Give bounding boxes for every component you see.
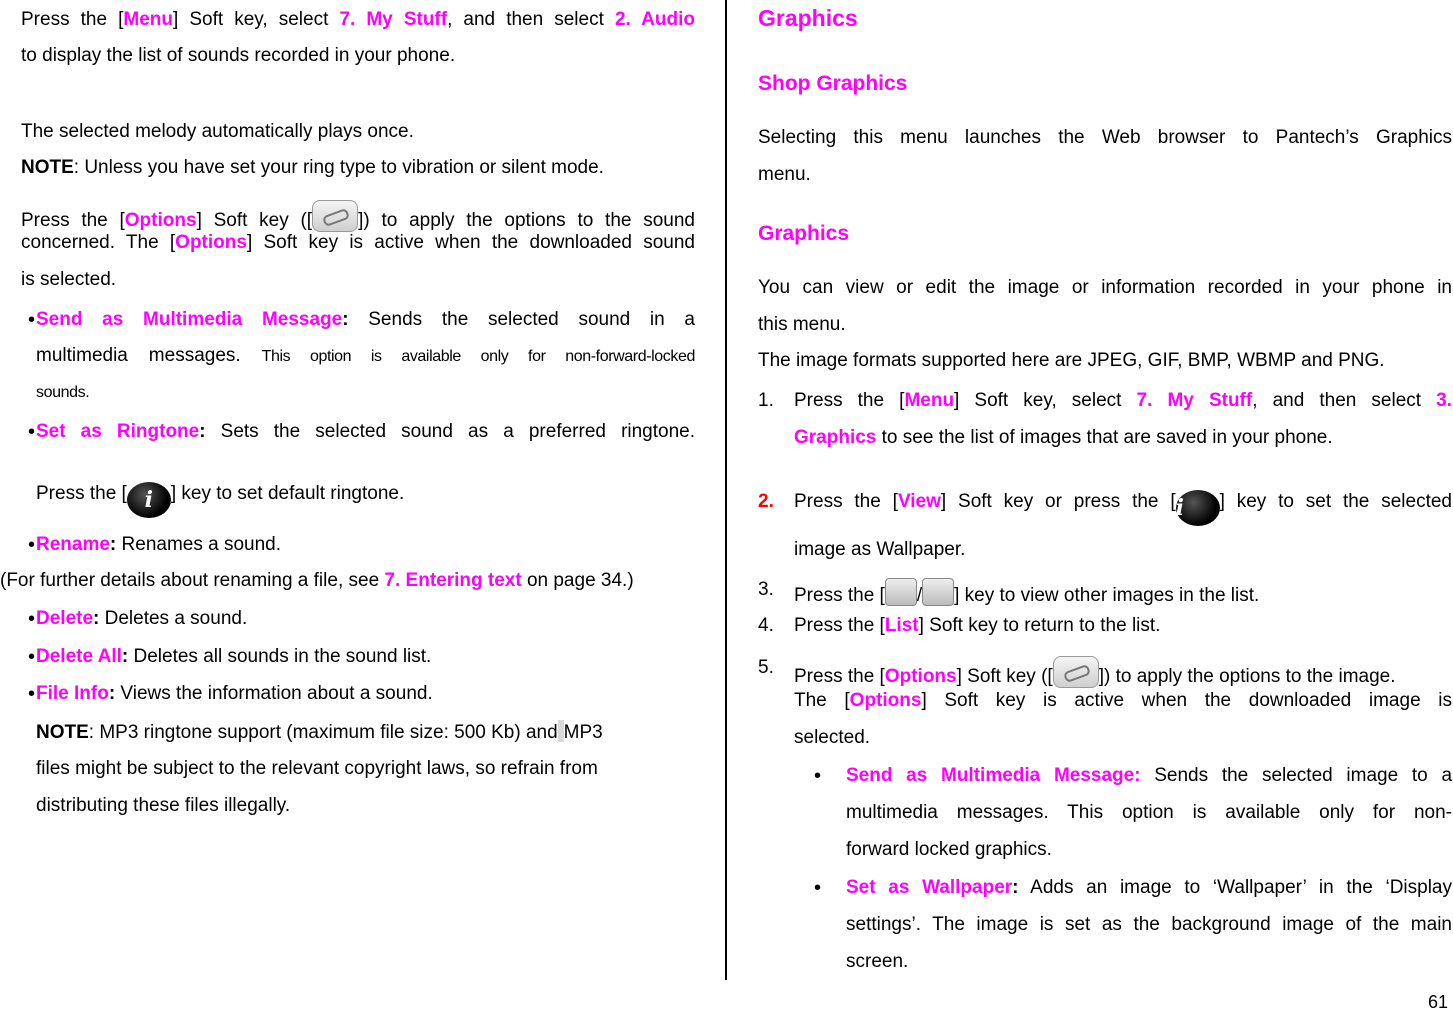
options-line2: concerned. The [Options] Soft key is active when the downloaded sound bbox=[21, 232, 695, 253]
bullet-send-mms-image-line3: forward locked graphics. bbox=[846, 839, 1052, 860]
step-1-line2: Graphics to see the list of images that are saved in your phone. bbox=[794, 427, 1333, 448]
graphics-text-line2: this menu. bbox=[758, 314, 846, 335]
note-ring-type: NOTE: Unless you have set your ring type to vibration or silent mode. bbox=[21, 157, 604, 178]
bullet-set-ringtone-line2: Press the [ i ] key to set default ringtone. bbox=[36, 476, 404, 518]
autoplay-text: The selected melody automatically plays once. bbox=[21, 121, 414, 142]
bullet-dot: • bbox=[28, 421, 36, 443]
note-mp3-line2: files might be subject to the relevant copyright laws, so refrain from bbox=[36, 758, 598, 779]
bullet-set-wallpaper-line2: settings’. The image is set as the background image of the main bbox=[846, 914, 1452, 935]
info-key-icon: i bbox=[1176, 490, 1220, 526]
bullet-dot: • bbox=[28, 309, 36, 331]
step-5-line3: selected. bbox=[794, 727, 871, 748]
options-softkey-icon bbox=[312, 200, 358, 232]
subsection-shop-graphics: Shop Graphics bbox=[758, 72, 908, 95]
column-divider bbox=[725, 0, 727, 980]
info-key-icon: i bbox=[127, 482, 171, 518]
further-details: (For further details about renaming a file, see 7. Entering text on page 34.) bbox=[0, 570, 634, 591]
audio-intro-line1: Press the [Menu] Soft key, select 7. My Stuff, and then select 2. Audio bbox=[21, 9, 695, 30]
audio-intro-line2: to display the list of sounds recorded in your phone. bbox=[21, 45, 456, 66]
subsection-graphics: Graphics bbox=[758, 222, 850, 245]
bullet-dot: • bbox=[814, 877, 822, 899]
bullet-dot: • bbox=[28, 683, 36, 705]
bullet-dot: • bbox=[28, 646, 36, 668]
note-mp3-line1: NOTE: MP3 ringtone support (maximum file size: 500 Kb) and MP3 bbox=[36, 722, 603, 743]
page-number: 61 bbox=[1428, 992, 1449, 1012]
graphics-text-line1: You can view or edit the image or information recorded in your phone in bbox=[758, 277, 1452, 298]
bullet-dot: • bbox=[28, 534, 36, 556]
bullet-send-mms-image-line2: multimedia messages. This option is available only for non- bbox=[846, 802, 1452, 823]
bullet-set-wallpaper-line3: screen. bbox=[846, 951, 909, 972]
step-2-line2: image as Wallpaper. bbox=[794, 539, 966, 560]
bullet-dot: • bbox=[814, 765, 822, 787]
step-5-line2: The [Options] Soft key is active when the downloaded image is bbox=[794, 690, 1452, 711]
bullet-send-mms-line2: multimedia messages. This option is available only for non-forward-locked bbox=[36, 345, 695, 366]
nav-right-icon bbox=[922, 578, 954, 606]
bullet-dot: • bbox=[28, 608, 36, 630]
options-line1: Press the [Options] Soft key ([ ]) to apply the options to the sound bbox=[21, 200, 695, 234]
graphics-formats: The image formats supported here are JPEG, GIF, BMP, WBMP and PNG. bbox=[758, 350, 1385, 371]
shop-text-line1: Selecting this menu launches the Web browser to Pantech’s Graphics bbox=[758, 127, 1452, 148]
options-softkey-icon bbox=[1053, 656, 1099, 688]
options-line3: is selected. bbox=[21, 269, 117, 290]
nav-left-icon bbox=[885, 578, 917, 606]
note-mp3-line3: distributing these files illegally. bbox=[36, 795, 291, 816]
shop-text-line2: menu. bbox=[758, 164, 811, 185]
section-title-graphics: Graphics bbox=[758, 5, 858, 31]
bullet-send-mms-line3: sounds. bbox=[36, 384, 90, 401]
